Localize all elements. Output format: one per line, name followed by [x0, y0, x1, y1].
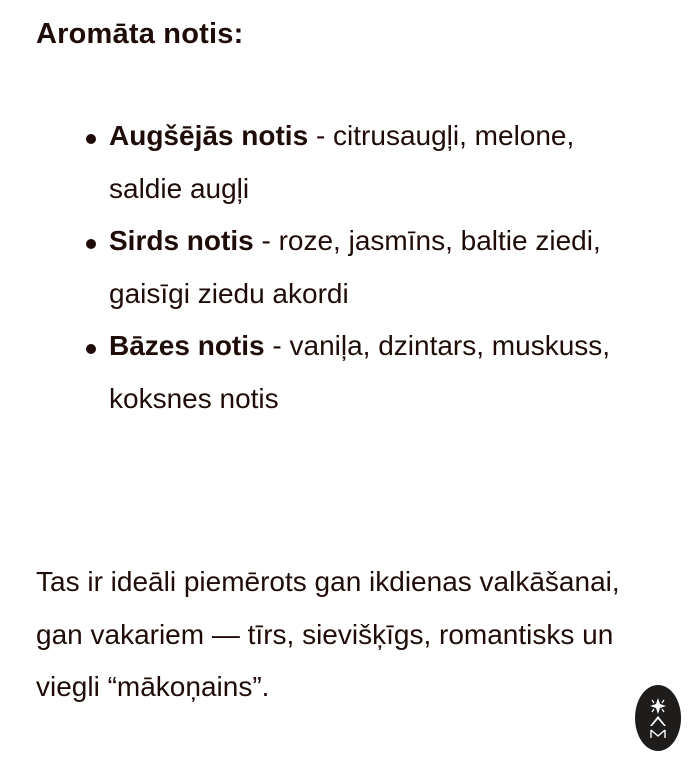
- description-paragraph: Tas ir ideāli piemērots gan ikdienas valkāšanai, gan vakariem — tīrs, sievišķīgs, romantisks un viegli “mākoņains”.: [36, 566, 620, 702]
- list-item: [36, 215, 636, 320]
- list-item: [36, 320, 636, 425]
- note-name: Augšējās notis: [109, 120, 309, 151]
- list-item: [36, 110, 636, 215]
- section-heading: Aromāta notis:: [36, 18, 244, 50]
- bullet-icon: [86, 239, 96, 249]
- note-description: - citrusaugļi, melone, saldie augļi: [109, 120, 575, 204]
- note-name: Bāzes notis: [109, 330, 265, 361]
- bullet-icon: [86, 344, 96, 354]
- note-description: - vaniļa, dzintars, muskuss, koksnes notis: [109, 330, 611, 414]
- brand-badge-button[interactable]: [635, 685, 681, 751]
- bullet-icon: [86, 134, 96, 144]
- brand-logo-icon: [644, 696, 672, 740]
- note-description: - roze, jasmīns, baltie ziedi, gaisīgi ziedu akordi: [109, 225, 601, 309]
- fragrance-notes-list: [36, 110, 636, 425]
- note-name: Sirds notis: [109, 225, 254, 256]
